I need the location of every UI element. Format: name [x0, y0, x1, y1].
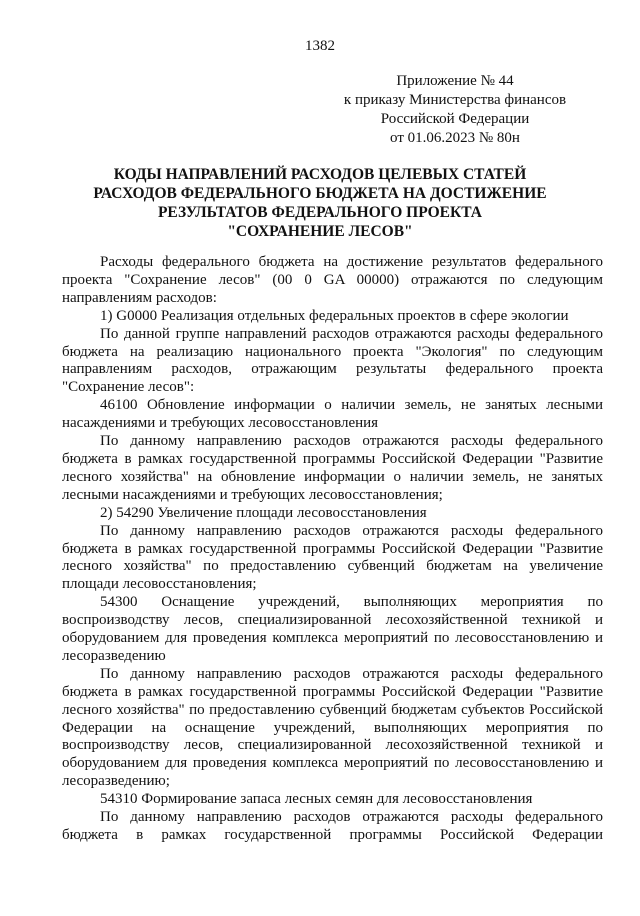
annex-line: от 01.06.2023 № 80н	[390, 130, 520, 146]
document-body	[62, 254, 603, 845]
title-line: "СОХРАНЕНИЕ ЛЕСОВ"	[227, 223, 413, 240]
title-line: РЕЗУЛЬТАТОВ ФЕДЕРАЛЬНОГО ПРОЕКТА	[157, 204, 483, 221]
annex-line: Приложение № 44	[396, 73, 514, 89]
page-number: 1382	[305, 38, 335, 54]
section-heading: 2) 54290 Увеличение площади лесовосстановления	[100, 504, 427, 521]
section-heading: 1) G0000 Реализация отдельных федеральных проектов в сфере экологии	[100, 307, 569, 324]
paragraph: По данной группе направлений расходов отражаются расходы федерального бюджета на реализацию национального проекта "Экология" по следующим направлениям расходов, отражающим результаты федерального проекта "Сохранение лесов":	[62, 325, 603, 396]
title-line: РАСХОДОВ ФЕДЕРАЛЬНОГО БЮДЖЕТА НА ДОСТИЖЕНИЕ	[93, 185, 547, 202]
annex-line: к приказу Министерства финансов	[343, 92, 567, 108]
paragraph: По данному направлению расходов отражаются расходы федерального бюджета в рамках государственной программы Российской Федерации "Развитие лесного хозяйства" по предоставлению субвенций бюджетам на увеличение площади лесовосстановления;	[62, 522, 603, 593]
document-title	[60, 165, 580, 241]
paragraph: По данному направлению расходов отражаются расходы федерального бюджета в рамках государственной программы Российской Федерации "Развитие лесного хозяйства" на обновление информации о наличии земель, не занятых лесными насаждениями и требующих лесовосстановления;	[62, 433, 603, 503]
annex-line: Российской Федерации	[380, 111, 530, 127]
annex-header	[330, 72, 580, 148]
paragraph: По данному направлению расходов отражаются расходы федерального бюджета в рамках государственной программы Российской Федерации	[62, 809, 603, 843]
paragraph: По данному направлению расходов отражаются расходы федерального бюджета в рамках государственной программы Российской Федерации "Развитие лесного хозяйства" по предоставлению субвенций бюджетам субъектов Российской Федерации на оснащение учреждений, выполняющих мероприятия по воспроизводству лесов, специализированной лесохозяйственной техникой и оборудованием для проведения комплекса мероприятий по лесовосстановлению и лесоразведению;	[62, 665, 603, 790]
paragraph: Расходы федерального бюджета на достижение результатов федерального проекта "Сохранение лесов" (00 0 GA 00000) отражаются по следующим направлениям расходов:	[62, 254, 603, 306]
title-line: КОДЫ НАПРАВЛЕНИЙ РАСХОДОВ ЦЕЛЕВЫХ СТАТЕЙ	[113, 166, 527, 183]
expense-code-item: 54300 Оснащение учреждений, выполняющих мероприятия по воспроизводству лесов, специализированной лесохозяйственной техникой и оборудованием для проведения комплекса мероприятий по лесовосстановлению и лесоразведению	[62, 594, 603, 664]
expense-code-item: 46100 Обновление информации о наличии земель, не занятых лесными насаждениями и требующих лесовосстановления	[62, 397, 603, 432]
expense-code-item: 54310 Формирование запаса лесных семян для лесовосстановления	[100, 791, 533, 808]
